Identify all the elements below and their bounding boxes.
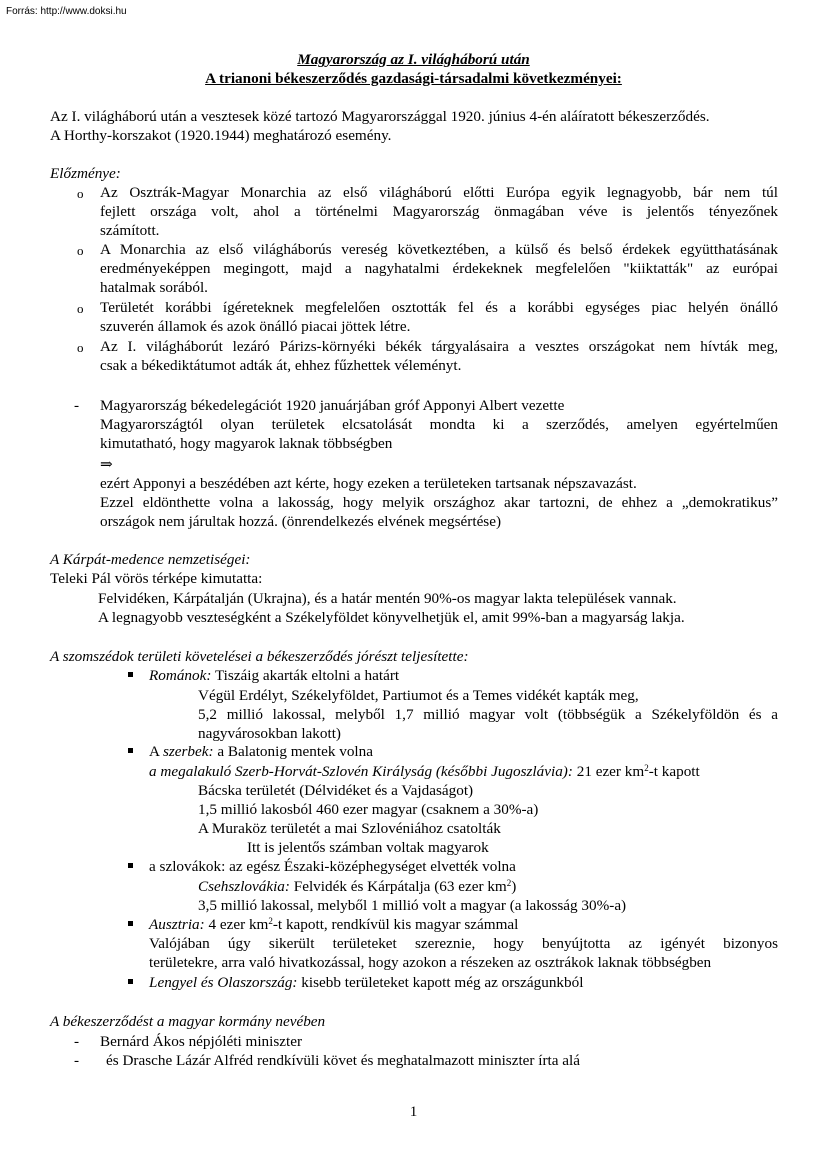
- szerbek-pre: A: [149, 743, 163, 760]
- square-bullet: [128, 863, 133, 868]
- ausztria-tail: -t kapott, rendkívül kis magyar számmal: [272, 916, 519, 933]
- dash-bullet: -: [74, 1052, 80, 1069]
- intro-line-2: A Horthy-korszakot (1920.1944) meghatározó esemény.: [50, 127, 392, 144]
- ausztria-text: 4 ezer km: [204, 916, 269, 933]
- list-item-line: Az Osztrák-Magyar Monarchia az első világháború előtti Európa egyik legnagyobb, bár nem túl: [100, 184, 778, 201]
- cseh-line: [198, 877, 516, 896]
- alairas-line: és Drasche Lázár Alfréd rendkívüli követ és meghatalmazott miniszter írta alá: [106, 1052, 580, 1069]
- intro-line-1: Az I. világháború után a vesztesek közé tartozó Magyarországgal 1920. június 4-én aláíratott békeszerződés.: [50, 108, 710, 125]
- list-item-line: csak a békediktátumot adták át, ehhez fűzhettek véleményt.: [100, 357, 462, 374]
- list-item-line: számított.: [100, 222, 160, 239]
- square-bullet: [128, 748, 133, 753]
- romanok-text: Tiszáig akarták eltolni a határt: [211, 667, 400, 684]
- apponyi-line: ezért Apponyi a beszédében azt kérte, hogy ezeken a területeken tartsanak népszavazást.: [100, 475, 637, 492]
- list-bullet: o: [77, 301, 84, 316]
- szerbek-line: 1,5 millió lakosból 460 ezer magyar (csaknem a 30%-a): [198, 801, 539, 818]
- romanok-label: Románok:: [149, 667, 212, 684]
- dash-bullet: -: [74, 1033, 80, 1050]
- list-item-line: szuverén államok és azok önálló piacai jöttek létre.: [100, 318, 411, 335]
- section-heading-karpat: A Kárpát-medence nemzetiségei:: [50, 551, 251, 568]
- szlovak-line: a szlovákok: az egész Északi-középhegységet elvették volna: [149, 858, 516, 875]
- list-item-line: A Monarchia az első világháborús vereség következtében, a külső és belső érdekek együtthatásának: [100, 241, 778, 258]
- romanok-line: Végül Erdélyt, Székelyföldet, Partiumot és a Temes vidékét kapták meg,: [198, 687, 639, 704]
- cseh-label: Csehszlovákia:: [198, 878, 290, 895]
- szerbek-line: Itt is jelentős számban voltak magyarok: [247, 839, 489, 856]
- szhs-label: a megalakuló Szerb-Horvát-Szlovén Királyság (későbbi Jugoszlávia):: [149, 763, 573, 780]
- apponyi-line: Magyarországtól olyan területek elcsatolását mondta ki a szerződés, amelyen egyértelműen: [100, 416, 778, 433]
- cseh-text: Felvidék és Kárpátalja (63 ezer km: [289, 878, 507, 895]
- szerbek-line: A Muraköz területét a mai Szlovéniához csatolták: [198, 820, 501, 837]
- karpat-line: Teleki Pál vörös térképe kimutatta:: [50, 570, 263, 587]
- szhs-line: [149, 762, 700, 781]
- list-bullet: o: [77, 340, 84, 355]
- cseh-sup: 2: [506, 878, 512, 888]
- section-heading-elozmenye: Előzménye:: [50, 165, 121, 182]
- ausztria-line: [149, 915, 518, 934]
- lengyel-label: Lengyel és Olaszország:: [149, 974, 298, 991]
- apponyi-line: kimutatható, hogy magyarok laknak többségben: [100, 435, 393, 452]
- ausztria-label: Ausztria:: [149, 916, 205, 933]
- alairas-line: Bernárd Ákos népjóléti miniszter: [100, 1033, 303, 1050]
- title-line-2: A trianoni békeszerződés gazdasági-társadalmi következményei:: [205, 70, 622, 87]
- list-item-line: eredményeképpen megingott, majd a nagyhatalmi érdekeknek megfelelően "kiiktatták" az európai: [100, 260, 778, 277]
- karpat-line: Felvidéken, Kárpátalján (Ukrajna), és a határ mentén 90%-os magyar lakta települések vannak.: [98, 590, 677, 607]
- apponyi-line: országok nem járultak hozzá. (önrendelkezés elvének megsértése): [100, 513, 502, 530]
- szhs-tail: -t kapott: [648, 763, 700, 780]
- romanok-line: 5,2 millió lakossal, melyből 1,7 millió magyar volt (többségük a Székelyföldön és a: [198, 706, 778, 723]
- list-bullet: o: [77, 243, 84, 258]
- lengyel-line: [149, 973, 583, 992]
- szerbek-line: Bácska területét (Délvidéket és a Vajdaságot): [198, 782, 474, 799]
- source-url: Forrás: http://www.doksi.hu: [6, 6, 127, 17]
- section-heading-szomszedok: A szomszédok területi követelései a békeszerződés jórészt teljesítette:: [50, 648, 469, 665]
- cseh-tail: ): [511, 878, 517, 895]
- arrow-icon: ⇒: [100, 456, 113, 473]
- ausztria-sup: 2: [268, 916, 273, 926]
- list-item-line: Területét korábbi ígéreteknek megfelelően osztották fel és a korábbi egységes piac helyén önálló: [100, 299, 778, 316]
- romanok-line: [149, 666, 399, 685]
- szlovak-line: 3,5 millió lakossal, melyből 1 millió volt a magyar (a lakosság 30%-a): [198, 897, 627, 914]
- szhs-text: 21 ezer km: [572, 763, 645, 780]
- list-item-line: Az I. világháborút lezáró Párizs-környéki békék tárgyalásaira a vesztes országokat nem hívták meg,: [100, 338, 778, 355]
- lengyel-text: kisebb területeket kapott még az országunkból: [297, 974, 584, 991]
- apponyi-line: Ezzel eldönthette volna a lakosság, hogy melyik országhoz akar tartozni, de ehhez a „demokratikus”: [100, 494, 778, 511]
- title-line-1: Magyarország az I. világháború után: [297, 51, 530, 68]
- square-bullet: [128, 979, 133, 984]
- square-bullet: [128, 672, 133, 677]
- szerbek-label: szerbek:: [162, 743, 214, 760]
- apponyi-line: Magyarország békedelegációt 1920 januárjában gróf Apponyi Albert vezette: [100, 397, 565, 414]
- section-heading-alairas: A békeszerződést a magyar kormány nevében: [50, 1013, 326, 1030]
- square-bullet: [128, 921, 133, 926]
- page-number: 1: [409, 1103, 418, 1120]
- romanok-line: nagyvárosokban lakott): [198, 725, 341, 742]
- szhs-sup: 2: [644, 763, 649, 773]
- karpat-line: A legnagyobb veszteségként a Székelyföldet könyvelhetjük el, amit 99%-ban a magyarság lakja.: [98, 609, 685, 626]
- ausztria-line: Valójában úgy sikerült területeket szereznie, hogy benyújtotta az igényét bizonyos: [149, 935, 778, 952]
- list-bullet: o: [77, 186, 84, 201]
- dash-bullet: -: [74, 397, 80, 414]
- szerbek-text: a Balatonig mentek volna: [213, 743, 373, 760]
- list-item-line: hatalmak sorából.: [100, 279, 208, 296]
- ausztria-line: területekre, arra való hivatkozással, hogy azokon a részeken az osztrákok laknak többségben: [149, 954, 712, 971]
- szerbek-line: [149, 742, 373, 761]
- list-item-line: fejlett országa volt, ahol a történelmi Magyarország önmagában véve is jelentős tényezőnek: [100, 203, 778, 220]
